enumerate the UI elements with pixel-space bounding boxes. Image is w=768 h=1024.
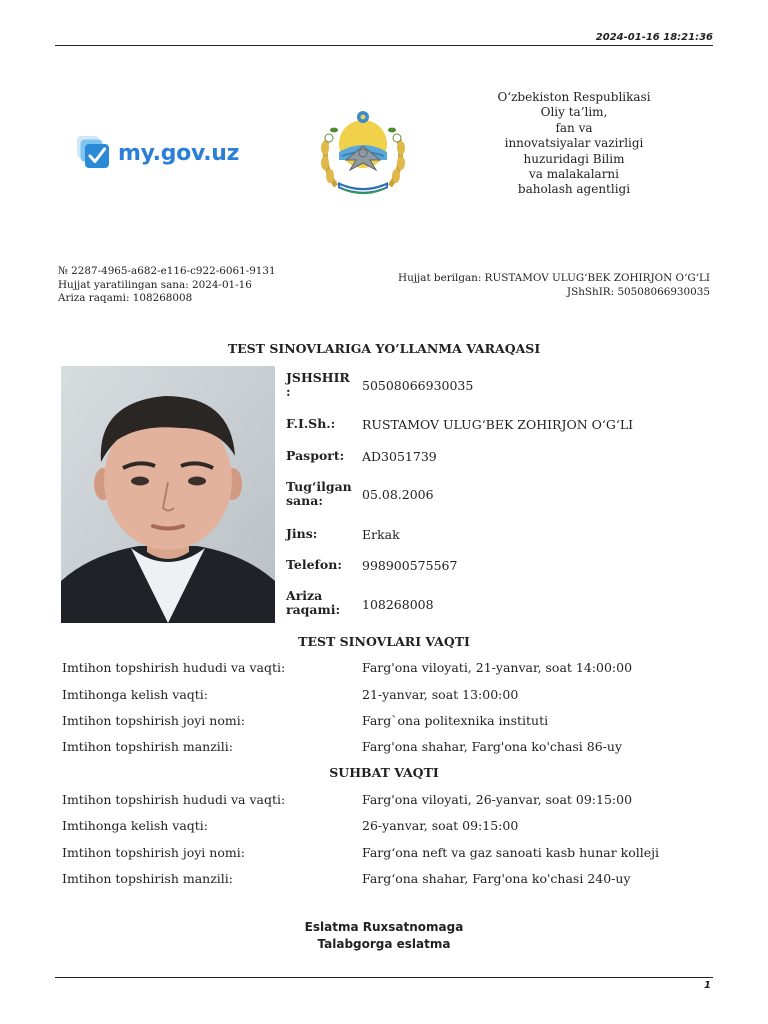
logo-text: my.gov.uz bbox=[118, 140, 240, 166]
test-arrival-value: 21-yanvar, soat 13:00:00 bbox=[362, 687, 519, 702]
birthdate-label: Tug‘ilgan sana: bbox=[286, 479, 352, 508]
mygov-logo[interactable] bbox=[76, 135, 239, 171]
agency-line: fan va bbox=[555, 120, 593, 135]
interview-address-value: Farg‘ona shahar, Farg'ona ko'chasi 240-uy bbox=[362, 871, 631, 886]
interview-place-value: Farg‘ona neft va gaz sanoati kasb hunar kolleji bbox=[362, 845, 660, 860]
agency-line: innovatsiyalar vazirligi bbox=[504, 136, 644, 151]
checkbox-stack-icon bbox=[76, 135, 112, 171]
agency-block bbox=[486, 90, 662, 198]
page-title: TEST SINOVLARIGA YO’LLANMA VARAQASI bbox=[227, 341, 541, 356]
test-address-value: Farg'ona shahar, Farg'ona ko'chasi 86-uy bbox=[362, 739, 623, 754]
issued-to-block bbox=[398, 272, 710, 299]
agency-line: baholash agentligi bbox=[517, 182, 631, 197]
agency-line: va malakalarni bbox=[529, 167, 619, 182]
note-line-2: Talabgorga eslatma bbox=[317, 937, 451, 951]
interview-arrival-label: Imtihonga kelish vaqti: bbox=[62, 818, 209, 833]
phone-value: 998900575567 bbox=[362, 558, 458, 573]
interview-place-label: Imtihon topshirish joyi nomi: bbox=[62, 845, 245, 860]
document-meta bbox=[58, 265, 276, 306]
jshshir-value: 50508066930035 bbox=[362, 378, 474, 393]
passport-label: Pasport: bbox=[286, 448, 345, 463]
test-arrival-label: Imtihonga kelish vaqti: bbox=[62, 687, 209, 702]
application-label: Ariza raqami: bbox=[286, 588, 341, 617]
interview-region-label: Imtihon topshirish hududi va vaqti: bbox=[62, 792, 286, 807]
state-emblem-icon bbox=[316, 108, 410, 198]
fish-label: F.I.Sh.: bbox=[286, 416, 336, 431]
note-line-1: Eslatma Ruxsatnomaga bbox=[304, 920, 464, 934]
interview-section-heading: SUHBAT VAQTI bbox=[329, 765, 439, 780]
page-number: 1 bbox=[704, 980, 711, 991]
jshshir-meta: JShShIR: 50508066930035 bbox=[566, 285, 710, 298]
agency-line: Oliy ta’lim, bbox=[540, 105, 608, 120]
gender-label: Jins: bbox=[286, 526, 318, 541]
phone-label: Telefon: bbox=[286, 557, 342, 572]
passport-value: AD3051739 bbox=[362, 449, 437, 464]
interview-address-label: Imtihon topshirish manzili: bbox=[62, 871, 233, 886]
test-address-label: Imtihon topshirish manzili: bbox=[62, 739, 233, 754]
gender-value: Erkak bbox=[362, 527, 400, 542]
fish-value: RUSTAMOV ULUG‘BEK ZOHIRJON O‘G‘LI bbox=[362, 417, 634, 432]
application-number: Ariza raqami: 108268008 bbox=[58, 292, 193, 304]
test-region-label: Imtihon topshirish hududi va vaqti: bbox=[62, 660, 286, 675]
interview-region-value: Farg'ona viloyati, 26-yanvar, soat 09:15:00 bbox=[362, 792, 633, 807]
document-number: № 2287-4965-a682-e116-c922-6061-9131 bbox=[58, 265, 276, 277]
issued-to: Hujjat berilgan: RUSTAMOV ULUG‘BEK ZOHIRJON O‘G‘LI bbox=[398, 272, 710, 284]
header-divider bbox=[55, 45, 713, 46]
test-region-value: Farg'ona viloyati, 21-yanvar, soat 14:00:00 bbox=[362, 660, 633, 675]
applicant-photo bbox=[61, 366, 275, 623]
jshshir-label: JSHSHIR : bbox=[286, 370, 350, 399]
application-value: 108268008 bbox=[362, 597, 434, 612]
birthdate-value: 05.08.2006 bbox=[362, 487, 434, 502]
test-place-label: Imtihon topshirish joyi nomi: bbox=[62, 713, 245, 728]
notes-block bbox=[0, 919, 768, 953]
agency-line: huzuridagi Bilim bbox=[523, 151, 625, 166]
footer-divider bbox=[55, 977, 713, 978]
agency-line: O‘zbekiston Respublikasi bbox=[497, 90, 651, 104]
created-date: Hujjat yaratilingan sana: 2024-01-16 bbox=[58, 278, 252, 291]
test-place-value: Farg`ona politexnika instituti bbox=[362, 713, 549, 728]
timestamp: 2024-01-16 18:21:36 bbox=[595, 32, 713, 43]
interview-arrival-value: 26-yanvar, soat 09:15:00 bbox=[362, 818, 519, 833]
test-section-heading: TEST SINOVLARI VAQTI bbox=[298, 634, 470, 649]
